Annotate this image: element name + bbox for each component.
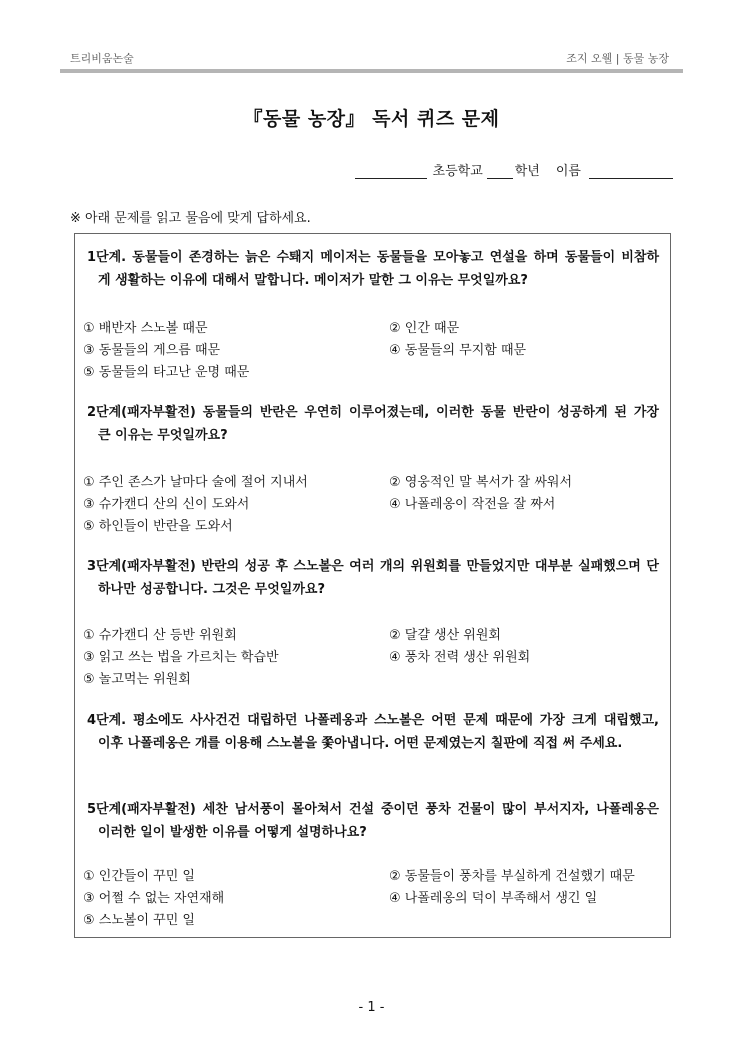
q1-option-4[interactable]: ④ 동물들의 무지함 때문 <box>389 343 527 358</box>
student-info-line <box>355 160 673 179</box>
question-2 <box>87 401 659 447</box>
q3-option-5[interactable]: ⑤ 놀고먹는 위원회 <box>83 672 191 687</box>
q3-option-1[interactable]: ① 슈가캔디 산 등반 위원회 <box>83 628 237 643</box>
question-3-line-2: 하나만 성공합니다. 그것은 무엇일까요? <box>98 582 325 597</box>
page-title: 『동물 농장』 독서 퀴즈 문제 <box>243 108 500 130</box>
grade-blank[interactable] <box>487 164 513 179</box>
header-right-text: 조지 오웰 | 동물 농장 <box>566 52 669 65</box>
q3-option-4[interactable]: ④ 풍차 전력 생산 위원회 <box>389 650 531 665</box>
q2-option-1[interactable]: ① 주인 존스가 날마다 술에 절어 지내서 <box>83 475 308 490</box>
name-blank[interactable] <box>589 164 673 179</box>
questions-box <box>74 233 671 938</box>
question-3-line-1: 3단계(패자부활전) 반란의 성공 후 스노볼은 여러 개의 위원회를 만들었지만 대부분 실패했으며 단 <box>87 559 659 574</box>
q5-option-3[interactable]: ③ 어쩔 수 없는 자연재해 <box>83 891 225 906</box>
q3-option-2[interactable]: ② 달걀 생산 위원회 <box>389 628 501 643</box>
question-4-line-2: 이후 나폴레옹은 개를 이용해 스노볼을 쫓아냅니다. 어떤 문제였는지 칠판에 직접 써 주세요. <box>98 736 623 751</box>
question-4-line-1: 4단계. 평소에도 사사건건 대립하던 나폴레옹과 스노볼은 어떤 문제 때문에 가장 크게 대립했고, <box>87 713 659 728</box>
question-1-line-2: 게 생활하는 이유에 대해서 말합니다. 메이저가 말한 그 이유는 무엇일까요? <box>98 273 528 288</box>
instruction-text: ※ 아래 문제를 읽고 물음에 맞게 답하세요. <box>70 211 311 226</box>
q1-option-2[interactable]: ② 인간 때문 <box>389 321 460 336</box>
q5-option-2[interactable]: ② 동물들이 풍차를 부실하게 건설했기 때문 <box>389 869 635 884</box>
q5-option-5[interactable]: ⑤ 스노볼이 꾸민 일 <box>83 913 195 928</box>
q3-option-3[interactable]: ③ 읽고 쓰는 법을 가르치는 학습반 <box>83 650 279 665</box>
question-3 <box>87 555 659 601</box>
q2-option-5[interactable]: ⑤ 하인들이 반란을 도와서 <box>83 519 233 534</box>
q2-option-2[interactable]: ② 영웅적인 말 복서가 잘 싸워서 <box>389 475 573 490</box>
name-label: 이름 <box>555 164 581 179</box>
question-2-line-1: 2단계(패자부활전) 동물들의 반란은 우연히 이루어졌는데, 이러한 동물 반란이 성공하게 된 가장 <box>87 405 659 420</box>
q1-option-3[interactable]: ③ 동물들의 게으름 때문 <box>83 343 221 358</box>
question-2-line-2: 큰 이유는 무엇일까요? <box>98 428 228 443</box>
q1-option-1[interactable]: ① 배반자 스노볼 때문 <box>83 321 208 336</box>
question-5-line-1: 5단계(패자부활전) 세찬 남서풍이 몰아쳐서 건설 중이던 풍차 건물이 많이 부서지자, 나폴레옹은 <box>87 802 659 817</box>
q2-option-3[interactable]: ③ 슈가캔디 산의 신이 도와서 <box>83 497 250 512</box>
q2-option-4[interactable]: ④ 나폴레옹이 작전을 잘 짜서 <box>389 497 556 512</box>
school-label: 초등학교 <box>432 164 483 179</box>
question-1 <box>87 246 659 292</box>
question-1-line-1: 1단계. 동물들이 존경하는 늙은 수퇘지 메이저는 동물들을 모아놓고 연설을 하며 동물들이 비참하 <box>87 250 659 265</box>
header-left-text: 트리비움논술 <box>70 52 134 65</box>
q1-option-5[interactable]: ⑤ 동물들의 타고난 운명 때문 <box>83 365 250 380</box>
grade-label: 학년 <box>514 164 540 179</box>
question-5 <box>87 798 659 844</box>
q5-option-4[interactable]: ④ 나폴레옹의 덕이 부족해서 생긴 일 <box>389 891 598 906</box>
question-4 <box>87 709 659 755</box>
page-number: - 1 - <box>358 1000 385 1015</box>
question-5-line-2: 이러한 일이 발생한 이유를 어떻게 설명하나요? <box>98 825 367 840</box>
school-blank[interactable] <box>355 164 427 179</box>
header-divider <box>60 69 683 73</box>
q5-option-1[interactable]: ① 인간들이 꾸민 일 <box>83 869 195 884</box>
